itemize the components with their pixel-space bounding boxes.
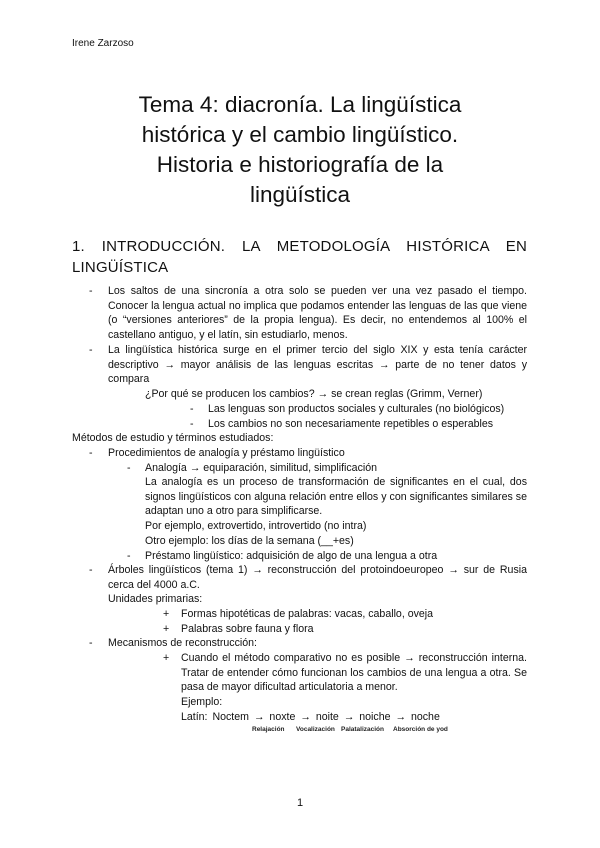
bullet-dash: - — [127, 462, 131, 474]
section-heading-line2: LINGÜÍSTICA — [72, 259, 169, 276]
method-analogia-prestamo: Procedimientos de analogía y préstamo lingüístico — [108, 447, 345, 459]
list-item: Las lenguas son productos sociales y culturales (no biológicos) — [208, 403, 505, 415]
bullet-dash: - — [89, 447, 93, 459]
section-heading — [72, 236, 527, 278]
analogia-example: Por ejemplo, extrovertido, introvertido (no intra) — [145, 520, 367, 532]
example-label: Ejemplo: — [181, 696, 223, 708]
bullet-plus: + — [163, 623, 170, 635]
bullet-saltos: Los saltos de una sincronía a otra solo se pueden ver una vez pasado el tiempo. Conocer la lengua actual no implica que podamos entender las lenguas de las que viene (o “versiones anteriores” de la propia lengua). Es decir, no entendemos al 100% el castellano antiguo, y el latín, sin estudiarlo, menos. — [108, 285, 527, 341]
title-line: Historia e historiografía de la — [156, 152, 444, 177]
list-item: Los cambios no son necesariamente repetibles o esperables — [208, 418, 494, 430]
question-cambios: ¿Por qué se producen los cambios? → se crean reglas (Grimm, Verner) — [145, 388, 483, 400]
reconstruccion-interna: Cuando el método comparativo no es posible → reconstrucción interna. Tratar de entender cómo funcionan los cambios de una lengua a otra. Se pasa de mayor dificultad articulatoria a menor. — [181, 652, 527, 694]
bullet-dash: - — [89, 344, 93, 356]
author-name: Irene Zarzoso — [72, 38, 134, 49]
etym-label: Relajación — [252, 726, 285, 733]
page-number: 1 — [296, 797, 304, 809]
analogia-example: Otro ejemplo: los días de la semana (__+es) — [145, 535, 354, 547]
etym-label: Vocalización — [296, 726, 335, 733]
document-title — [60, 90, 540, 210]
analogia-definition: La analogía es un proceso de transformación de significantes en el cual, dos signos lingüísticos con alguna relación entre ellos y con significantes similares se adaptan uno a otro para simplificarse. — [145, 476, 527, 518]
bullet-dash: - — [89, 637, 93, 649]
unidades-heading: Unidades primarias: — [108, 593, 203, 605]
title-line: lingüística — [249, 182, 351, 207]
title-line: Tema 4: diacronía. La lingüística — [138, 92, 462, 117]
list-item: Palabras sobre fauna y flora — [181, 623, 314, 635]
bullet-dash: - — [89, 285, 93, 297]
list-item: Formas hipotéticas de palabras: vacas, caballo, oveja — [181, 608, 434, 620]
analogia-item: Analogía → equiparación, similitud, simplificación — [145, 462, 377, 474]
method-arboles: Árboles lingüísticos (tema 1) → reconstrucción del protoindoeuropeo → sur de Rusia cerca del 4000 a.C. — [108, 564, 527, 591]
latin-example: Latín: Noctem → noxte → noite → noiche → noche — [181, 711, 440, 723]
title-line: histórica y el cambio lingüístico. — [141, 122, 459, 147]
method-reconstruccion: Mecanismos de reconstrucción: — [108, 637, 257, 649]
bullet-plus: + — [163, 608, 170, 620]
bullet-plus: + — [163, 652, 170, 664]
bullet-dash: - — [127, 550, 131, 562]
etym-label: Palatalización — [341, 726, 384, 733]
methods-heading: Métodos de estudio y términos estudiados: — [72, 432, 274, 444]
section-heading-line1: 1. INTRODUCCIÓN. LA METODOLOGÍA HISTÓRICA EN — [72, 238, 527, 255]
bullet-dash: - — [190, 403, 194, 415]
prestamo-item: Préstamo lingüístico: adquisición de algo de una lengua a otra — [145, 550, 438, 562]
bullet-dash: - — [89, 564, 93, 576]
bullet-dash: - — [190, 418, 194, 430]
etym-label: Absorción de yod — [393, 726, 448, 733]
bullet-linguistica-historica: La lingüística histórica surge en el primer tercio del siglo XIX y esta tenía carácter descriptivo → mayor análisis de las lenguas escritas → parte de no tener datos y compara — [108, 344, 527, 386]
